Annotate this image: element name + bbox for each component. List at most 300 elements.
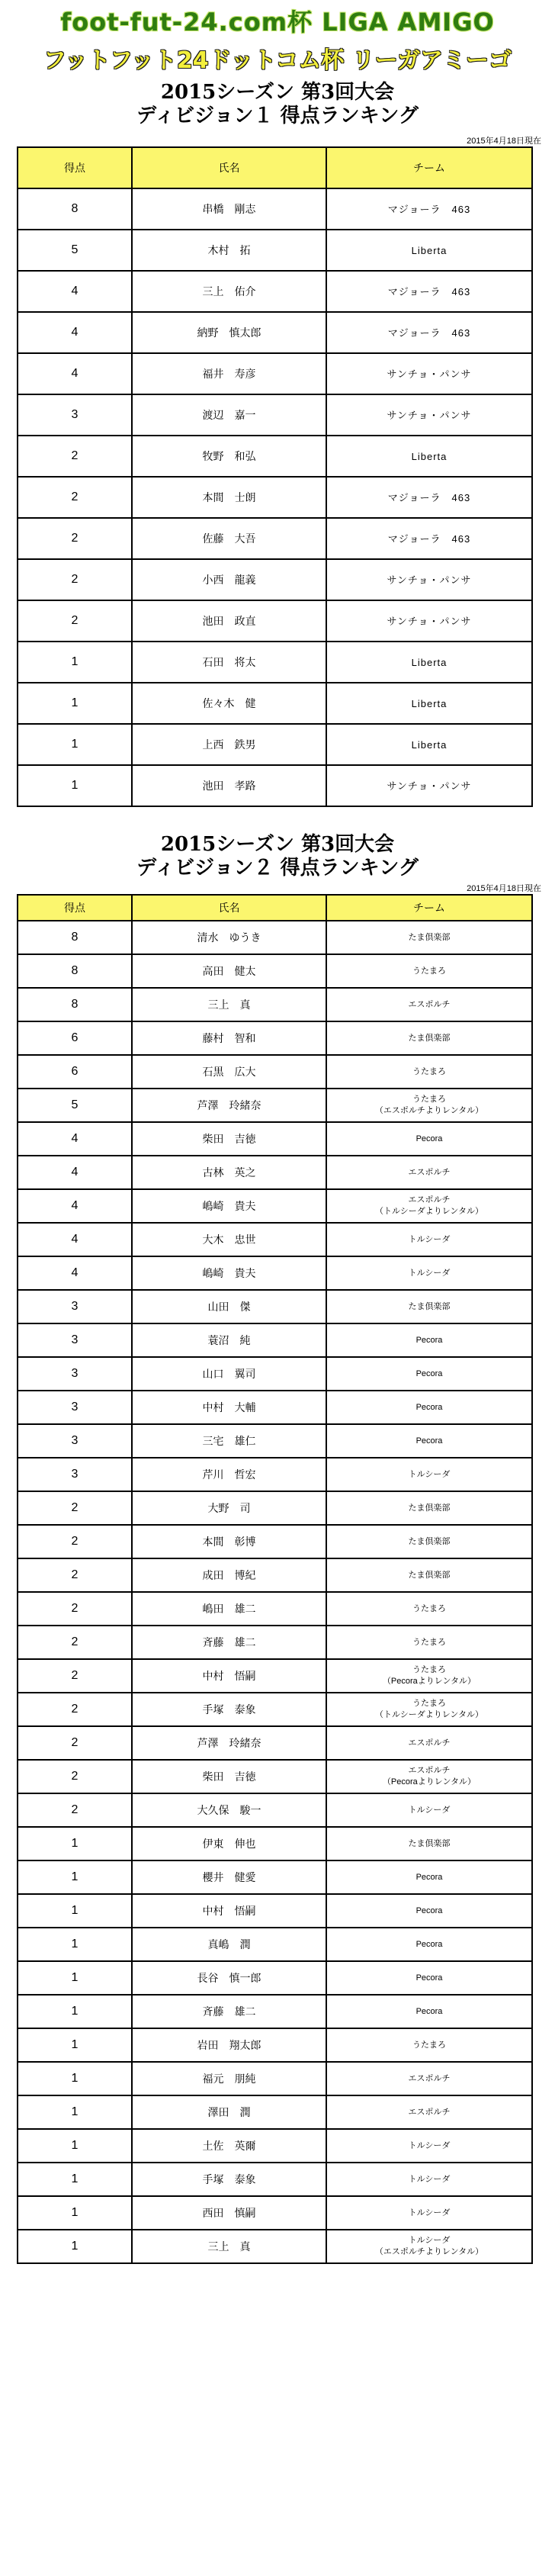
points-cell: 2 (18, 1491, 132, 1525)
points-cell: 2 (18, 1693, 132, 1726)
team-cell (326, 353, 532, 394)
points-cell: 2 (18, 518, 132, 559)
table-row (18, 230, 532, 271)
team-name: トルシーダ (408, 1469, 451, 1479)
table-row (18, 1793, 532, 1827)
points-cell: 1 (18, 2129, 132, 2163)
points-cell: 1 (18, 2163, 132, 2196)
division2-title (0, 833, 555, 880)
division1-section (0, 81, 555, 807)
player-name-cell: 岩田 翔太郎 (132, 2028, 326, 2062)
points-cell: 1 (18, 2230, 132, 2263)
team-cell (326, 1089, 532, 1122)
player-name-cell: 清水 ゆうき (132, 921, 326, 954)
team-cell (326, 1156, 532, 1189)
player-name-cell: 山田 傑 (132, 1290, 326, 1323)
table-row (18, 1626, 532, 1659)
team-cell (326, 2028, 532, 2062)
team-name: うたまろ (412, 1637, 446, 1647)
points-cell: 2 (18, 1793, 132, 1827)
team-cell (326, 1928, 532, 1961)
player-name-cell: 大久保 駿一 (132, 1793, 326, 1827)
points-cell: 3 (18, 1323, 132, 1357)
points-cell: 2 (18, 1558, 132, 1592)
points-cell: 1 (18, 2095, 132, 2129)
team-loan-note: （Pecoraよりレンタル） (382, 1777, 476, 1786)
column-header-team: チーム (326, 895, 532, 921)
team-cell (326, 1424, 532, 1458)
tournament-banner (0, 0, 555, 75)
points-cell: 3 (18, 1290, 132, 1323)
player-name-cell: 芦澤 玲緒奈 (132, 1089, 326, 1122)
table-row (18, 1424, 532, 1458)
team-name: Pecora (415, 1368, 443, 1378)
points-cell: 2 (18, 1592, 132, 1626)
team-name: うたまろ (412, 966, 446, 976)
table-row (18, 2129, 532, 2163)
team-cell (326, 1525, 532, 1558)
table-row (18, 1860, 532, 1894)
player-name-cell: 斉藤 雄二 (132, 1995, 326, 2028)
team-cell (326, 312, 532, 353)
points-cell: 3 (18, 1458, 132, 1491)
player-name-cell: 高田 健太 (132, 954, 326, 988)
banner-title-katakana: フットフット24ドットコム杯 リーガアミーゴ (43, 47, 512, 74)
team-cell (326, 1021, 532, 1055)
player-name-cell: 嶋崎 貴夫 (132, 1189, 326, 1223)
team-name: エスポルチ (408, 999, 451, 1009)
team-name: エスポルチ (408, 1167, 451, 1177)
player-name-cell: 串橋 剛志 (132, 188, 326, 230)
table-row (18, 954, 532, 988)
table-row (18, 1055, 532, 1089)
division2-title-ranking: ディビジョン２ 得点ランキング (136, 857, 419, 880)
points-cell: 1 (18, 2028, 132, 2062)
team-cell (326, 1995, 532, 2028)
player-name-cell: 三上 真 (132, 2230, 326, 2263)
team-name: Liberta (411, 738, 448, 751)
points-cell: 6 (18, 1055, 132, 1089)
team-cell (326, 1189, 532, 1223)
team-cell (326, 188, 532, 230)
player-name-cell: 中村 悟嗣 (132, 1659, 326, 1693)
team-cell (326, 1458, 532, 1491)
player-name-cell: 本間 士朗 (132, 477, 326, 518)
team-name: サンチョ・パンサ (387, 574, 472, 586)
table-row (18, 1961, 532, 1995)
player-name-cell: 中村 大輔 (132, 1391, 326, 1424)
team-name: たま倶楽部 (408, 1536, 451, 1546)
team-name: うたまろ (412, 1699, 446, 1708)
team-cell (326, 1693, 532, 1726)
team-cell (326, 2230, 532, 2263)
player-name-cell: 手塚 泰象 (132, 1693, 326, 1726)
table-row (18, 1122, 532, 1156)
team-cell (326, 1760, 532, 1793)
team-name: トルシーダ (408, 2140, 451, 2150)
team-cell (326, 921, 532, 954)
table-row (18, 1693, 532, 1726)
team-name: Liberta (411, 697, 448, 709)
table-row (18, 1021, 532, 1055)
player-name-cell: 成田 博紀 (132, 1558, 326, 1592)
team-cell (326, 1223, 532, 1256)
team-name: Pecora (415, 1905, 443, 1915)
table-row (18, 477, 532, 518)
team-cell (326, 2129, 532, 2163)
table-row (18, 1928, 532, 1961)
player-name-cell: 石田 将太 (132, 642, 326, 683)
player-name-cell: 小西 龍義 (132, 559, 326, 600)
player-name-cell: 芦澤 玲緒奈 (132, 1726, 326, 1760)
team-name: Pecora (415, 1939, 443, 1949)
team-name: マジョーラ 463 (387, 532, 471, 545)
table-row (18, 1995, 532, 2028)
table-row (18, 724, 532, 765)
team-cell (326, 1726, 532, 1760)
team-loan-note: （トルシーダよりレンタル） (374, 1207, 483, 1216)
team-cell (326, 1491, 532, 1525)
team-cell (326, 765, 532, 806)
team-name: うたまろ (412, 1095, 446, 1104)
table-row (18, 394, 532, 436)
table-row (18, 436, 532, 477)
player-name-cell: 藤村 智和 (132, 1021, 326, 1055)
team-name: マジョーラ 463 (387, 203, 471, 215)
team-cell (326, 1122, 532, 1156)
table-row (18, 1558, 532, 1592)
player-name-cell: 柴田 吉徳 (132, 1760, 326, 1793)
team-name: トルシーダ (408, 1234, 451, 1244)
table-row (18, 1089, 532, 1122)
team-name: Pecora (415, 1134, 443, 1143)
team-name: サンチョ・パンサ (387, 409, 472, 421)
points-cell: 1 (18, 683, 132, 724)
team-name: Pecora (415, 2006, 443, 2016)
team-cell (326, 394, 532, 436)
team-cell (326, 1626, 532, 1659)
player-name-cell: 納野 慎太郎 (132, 312, 326, 353)
player-name-cell: 古林 英之 (132, 1156, 326, 1189)
team-cell (326, 271, 532, 312)
player-name-cell: 嶋崎 貴夫 (132, 1256, 326, 1290)
team-name: エスポルチ (408, 1766, 451, 1775)
team-name: サンチョ・パンサ (387, 368, 472, 380)
points-cell: 1 (18, 1860, 132, 1894)
team-name: たま倶楽部 (408, 1301, 451, 1311)
points-cell: 2 (18, 1626, 132, 1659)
player-name-cell: 嶋田 雄二 (132, 1592, 326, 1626)
points-cell: 3 (18, 394, 132, 436)
points-cell: 8 (18, 954, 132, 988)
player-name-cell: 池田 政直 (132, 600, 326, 642)
points-cell: 3 (18, 1424, 132, 1458)
division2-title-season: 2015シーズン 第3回大会 (160, 833, 395, 856)
points-cell: 3 (18, 1357, 132, 1391)
table-row (18, 2196, 532, 2230)
table-row (18, 1827, 532, 1860)
table-row (18, 1290, 532, 1323)
team-name: Liberta (411, 656, 448, 668)
column-header-team: チーム (326, 147, 532, 188)
points-cell: 1 (18, 1827, 132, 1860)
team-name: Pecora (415, 1973, 443, 1983)
table-row (18, 518, 532, 559)
team-cell (326, 2095, 532, 2129)
player-name-cell: 櫻井 健愛 (132, 1860, 326, 1894)
points-cell: 4 (18, 353, 132, 394)
player-name-cell: 佐藤 大吾 (132, 518, 326, 559)
team-name: Liberta (411, 244, 448, 256)
player-name-cell: 佐々木 健 (132, 683, 326, 724)
table-row (18, 1391, 532, 1424)
player-name-cell: 西田 慎嗣 (132, 2196, 326, 2230)
team-cell (326, 683, 532, 724)
team-name: サンチョ・パンサ (387, 615, 472, 627)
player-name-cell: 本間 彰博 (132, 1525, 326, 1558)
player-name-cell: 渡辺 嘉一 (132, 394, 326, 436)
points-cell: 4 (18, 1256, 132, 1290)
team-name: エスポルチ (408, 1738, 451, 1748)
banner-title-roman: foot-fut-24.com杯 LIGA AMIGO (60, 8, 495, 37)
points-cell: 5 (18, 230, 132, 271)
player-name-cell: 三上 佑介 (132, 271, 326, 312)
table-row (18, 600, 532, 642)
division2-ranking-table (17, 894, 533, 2264)
team-cell (326, 1391, 532, 1424)
column-header-name: 氏名 (132, 147, 326, 188)
team-name: うたまろ (412, 1665, 446, 1674)
player-name-cell: 伊東 伸也 (132, 1827, 326, 1860)
team-cell (326, 1961, 532, 1995)
team-cell (326, 1827, 532, 1860)
points-cell: 2 (18, 600, 132, 642)
table-row (18, 683, 532, 724)
team-cell (326, 477, 532, 518)
team-name: マジョーラ 463 (387, 285, 471, 297)
team-cell (326, 600, 532, 642)
column-header-points: 得点 (18, 895, 132, 921)
team-name: Pecora (415, 1436, 443, 1446)
points-cell: 4 (18, 271, 132, 312)
table-row (18, 1760, 532, 1793)
points-cell: 1 (18, 2196, 132, 2230)
table-row (18, 271, 532, 312)
division2-section (0, 833, 555, 2264)
table-row (18, 1323, 532, 1357)
team-cell (326, 2163, 532, 2196)
team-name: Pecora (415, 1335, 443, 1345)
division2-date: 2015年4月18日現在 (467, 884, 541, 893)
player-name-cell: 澤田 潤 (132, 2095, 326, 2129)
points-cell: 6 (18, 1021, 132, 1055)
team-loan-note: （エスポルチよりレンタル） (374, 1106, 484, 1115)
table-row (18, 1357, 532, 1391)
points-cell: 2 (18, 559, 132, 600)
team-name: トルシーダ (408, 2174, 451, 2184)
table-row (18, 353, 532, 394)
team-cell (326, 724, 532, 765)
points-cell: 1 (18, 2062, 132, 2095)
team-name: たま倶楽部 (408, 1503, 451, 1513)
player-name-cell: 柴田 吉徳 (132, 1122, 326, 1156)
team-cell (326, 1256, 532, 1290)
table-row (18, 2028, 532, 2062)
team-name: エスポルチ (408, 2073, 451, 2083)
division1-ranking-table (17, 146, 533, 807)
player-name-cell: 三上 真 (132, 988, 326, 1021)
team-name: たま倶楽部 (408, 1570, 451, 1580)
table-row (18, 1256, 532, 1290)
player-name-cell: 牧野 和弘 (132, 436, 326, 477)
team-loan-note: （Pecoraよりレンタル） (382, 1677, 476, 1686)
player-name-cell: 池田 孝路 (132, 765, 326, 806)
table-row (18, 1223, 532, 1256)
points-cell: 1 (18, 642, 132, 683)
team-cell (326, 1894, 532, 1928)
team-loan-note: （エスポルチよりレンタル） (374, 2247, 484, 2256)
team-cell (326, 1592, 532, 1626)
column-header-name: 氏名 (132, 895, 326, 921)
table-row (18, 1659, 532, 1693)
table-row (18, 765, 532, 806)
player-name-cell: 長谷 慎一郎 (132, 1961, 326, 1995)
table-row (18, 1726, 532, 1760)
team-cell (326, 1323, 532, 1357)
team-cell (326, 2062, 532, 2095)
team-cell (326, 1793, 532, 1827)
team-name: たま倶楽部 (408, 932, 451, 942)
team-cell (326, 230, 532, 271)
team-name: マジョーラ 463 (387, 491, 471, 503)
team-name: トルシーダ (408, 2208, 451, 2217)
column-header-points: 得点 (18, 147, 132, 188)
points-cell: 8 (18, 921, 132, 954)
points-cell: 3 (18, 1391, 132, 1424)
team-name: マジョーラ 463 (387, 326, 471, 339)
table-row (18, 1491, 532, 1525)
team-cell (326, 2196, 532, 2230)
team-name: エスポルチ (408, 1195, 451, 1204)
team-cell (326, 1659, 532, 1693)
player-name-cell: 上西 鉄男 (132, 724, 326, 765)
points-cell: 2 (18, 477, 132, 518)
table-row (18, 2230, 532, 2263)
team-cell (326, 642, 532, 683)
team-cell (326, 1357, 532, 1391)
player-name-cell: 斉藤 雄二 (132, 1626, 326, 1659)
player-name-cell: 蓑沼 純 (132, 1323, 326, 1357)
points-cell: 1 (18, 1961, 132, 1995)
points-cell: 2 (18, 436, 132, 477)
team-name: たま倶楽部 (408, 1838, 451, 1848)
points-cell: 2 (18, 1525, 132, 1558)
player-name-cell: 真嶋 潤 (132, 1928, 326, 1961)
player-name-cell: 中村 悟嗣 (132, 1894, 326, 1928)
table-row (18, 2163, 532, 2196)
table-row (18, 188, 532, 230)
table-row (18, 2095, 532, 2129)
points-cell: 8 (18, 188, 132, 230)
player-name-cell: 福井 寿彦 (132, 353, 326, 394)
points-cell: 5 (18, 1089, 132, 1122)
player-name-cell: 大野 司 (132, 1491, 326, 1525)
division1-date: 2015年4月18日現在 (467, 137, 541, 146)
points-cell: 8 (18, 988, 132, 1021)
team-cell (326, 1290, 532, 1323)
team-cell (326, 954, 532, 988)
table-row (18, 1189, 532, 1223)
division1-title (0, 81, 555, 128)
division1-title-ranking: ディビジョン１ 得点ランキング (136, 105, 419, 127)
points-cell: 4 (18, 1122, 132, 1156)
player-name-cell: 石黒 広大 (132, 1055, 326, 1089)
table-header-row (18, 895, 532, 921)
team-name: たま倶楽部 (408, 1033, 451, 1043)
team-name: Pecora (415, 1872, 443, 1882)
points-cell: 4 (18, 1189, 132, 1223)
team-name: トルシーダ (408, 1268, 451, 1278)
points-cell: 1 (18, 1995, 132, 2028)
team-loan-note: （トルシーダよりレンタル） (374, 1710, 483, 1719)
table-row (18, 1894, 532, 1928)
table-row (18, 642, 532, 683)
team-name: Liberta (411, 450, 448, 462)
team-name: トルシーダ (408, 2236, 451, 2245)
table-row (18, 921, 532, 954)
table-row (18, 559, 532, 600)
points-cell: 1 (18, 724, 132, 765)
team-cell (326, 436, 532, 477)
player-name-cell: 木村 拓 (132, 230, 326, 271)
table-row (18, 1458, 532, 1491)
player-name-cell: 大木 忠世 (132, 1223, 326, 1256)
points-cell: 2 (18, 1726, 132, 1760)
team-cell (326, 1860, 532, 1894)
table-row (18, 1156, 532, 1189)
player-name-cell: 芹川 哲宏 (132, 1458, 326, 1491)
table-header-row (18, 147, 532, 188)
points-cell: 1 (18, 1894, 132, 1928)
table-row (18, 988, 532, 1021)
table-row (18, 2062, 532, 2095)
points-cell: 2 (18, 1760, 132, 1793)
table-row (18, 1592, 532, 1626)
points-cell: 1 (18, 765, 132, 806)
team-cell (326, 1055, 532, 1089)
division1-title-season: 2015シーズン 第3回大会 (160, 81, 395, 104)
table-row (18, 312, 532, 353)
points-cell: 4 (18, 312, 132, 353)
team-name: エスポルチ (408, 2107, 451, 2117)
player-name-cell: 福元 朋純 (132, 2062, 326, 2095)
team-name: うたまろ (412, 1603, 446, 1613)
points-cell: 4 (18, 1223, 132, 1256)
table-row (18, 1525, 532, 1558)
team-cell (326, 1558, 532, 1592)
player-name-cell: 手塚 泰象 (132, 2163, 326, 2196)
team-cell (326, 559, 532, 600)
team-name: Pecora (415, 1402, 443, 1412)
points-cell: 1 (18, 1928, 132, 1961)
team-name: トルシーダ (408, 1805, 451, 1815)
team-name: うたまろ (412, 2040, 446, 2050)
team-name: うたまろ (412, 1066, 446, 1076)
player-name-cell: 三宅 雄仁 (132, 1424, 326, 1458)
points-cell: 2 (18, 1659, 132, 1693)
team-cell (326, 518, 532, 559)
player-name-cell: 山口 翼司 (132, 1357, 326, 1391)
